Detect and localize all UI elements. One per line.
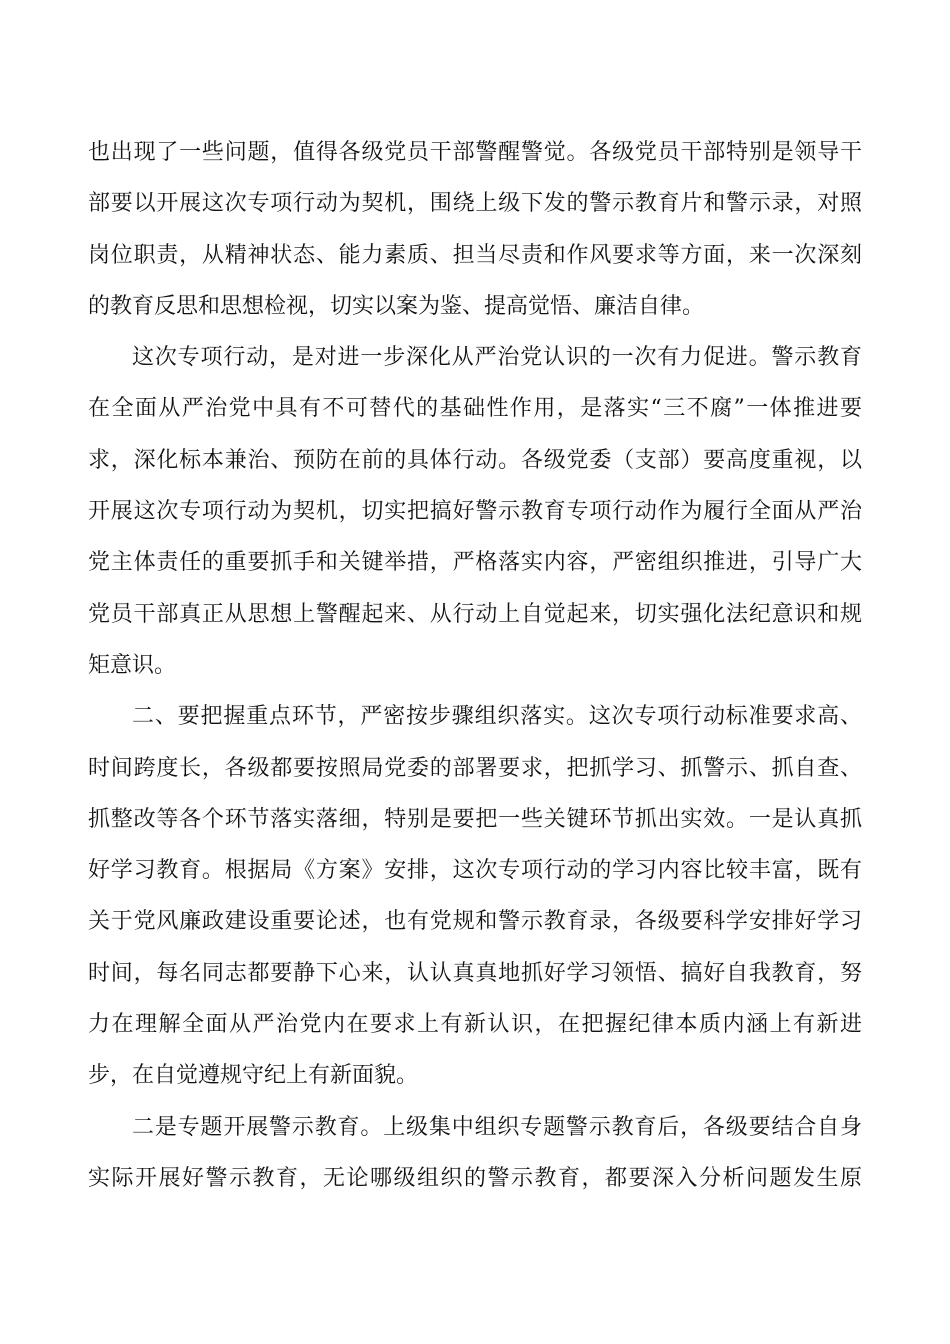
text-line: 部要以开展这次专项行动为契机，围绕上级下发的警示教育片和警示录，对照 xyxy=(88,191,862,217)
text-line: 党员干部真正从思想上警醒起来、从行动上自觉起来，切实强化法纪意识和规 xyxy=(88,601,862,627)
text-line: 二、要把握重点环节，严密按步骤组织落实。这次专项行动标准要求高、 xyxy=(132,704,862,730)
text-line: 在全面从严治党中具有不可替代的基础性作用，是落实“三不腐”一体推进要 xyxy=(88,396,862,422)
text-line: 步，在自觉遵规守纪上有新面貌。 xyxy=(88,1063,419,1089)
text-line: 力在理解全面从严治党内在要求上有新认识，在把握纪律本质内涵上有新进 xyxy=(88,1012,862,1038)
text-line: 时间，每名同志都要静下心来，认认真真地抓好学习领悟、搞好自我教育，努 xyxy=(88,960,862,986)
text-line: 关于党风廉政建设重要论述，也有党规和警示教育录，各级要科学安排好学习 xyxy=(88,909,862,935)
text-line: 岗位职责，从精神状态、能力素质、担当尽责和作风要求等方面，来一次深刻 xyxy=(88,242,862,268)
text-line: 开展这次专项行动为契机，切实把搞好警示教育专项行动作为履行全面从严治 xyxy=(88,499,862,525)
text-line: 抓整改等各个环节落实落细，特别是要把一些关键环节抓出实效。一是认真抓 xyxy=(88,806,862,832)
paragraph xyxy=(88,127,862,332)
paragraph xyxy=(88,1102,862,1205)
text-line: 二是专题开展警示教育。上级集中组织专题警示教育后，各级要结合自身 xyxy=(132,1114,862,1140)
text-line: 实际开展好警示教育，无论哪级组织的警示教育，都要深入分析问题发生原 xyxy=(88,1165,862,1191)
paragraph xyxy=(88,691,862,1101)
text-line: 也出现了一些问题，值得各级党员干部警醒警觉。各级党员干部特别是领导干 xyxy=(88,140,862,165)
text-line: 这次专项行动，是对进一步深化从严治党认识的一次有力促进。警示教育 xyxy=(132,345,862,371)
text-line: 矩意识。 xyxy=(88,652,177,678)
text-line: 的教育反思和思想检视，切实以案为鉴、提高觉悟、廉洁自律。 xyxy=(88,293,705,319)
document-body xyxy=(88,127,862,1204)
paragraph xyxy=(88,332,862,691)
text-line: 党主体责任的重要抓手和关键举措，严格落实内容，严密组织推进，引导广大 xyxy=(88,550,862,576)
text-line: 求，深化标本兼治、预防在前的具体行动。各级党委（支部）要高度重视，以 xyxy=(88,447,862,473)
text-line: 时间跨度长，各级都要按照局党委的部署要求，把抓学习、抓警示、抓自查、 xyxy=(88,755,862,781)
text-line: 好学习教育。根据局《方案》安排，这次专项行动的学习内容比较丰富，既有 xyxy=(88,858,862,884)
